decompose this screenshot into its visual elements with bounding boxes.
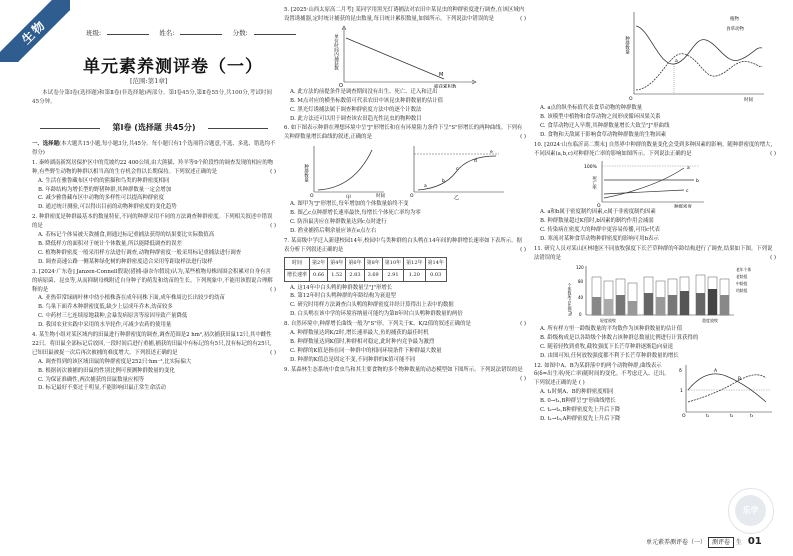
part-rule-left [40,128,100,129]
figure-q11-ytick: 120 [576,264,584,270]
figure-q10-graph [534,158,774,208]
figure-q10-curve-a: a [687,166,690,172]
option-a: A. a和b属于密度制约因素,c属于非密度制约因素 [540,209,656,216]
footer-kind: 测评卷 [708,537,734,548]
answer-paren: ( ) [270,223,276,230]
table-header-cell: 时间 [285,257,310,269]
option-c: C. 传染病在密度大的种群中更容易传播,可用c代表 [540,227,660,234]
figure-q11-xlabel-right: 重度放牧 [702,317,718,323]
figure-q12-ylabel: δ [679,368,682,374]
option-a: A. a点的纵坐标值代表食草动物的种群数量 [540,105,643,111]
question-stem: 6. 如下图表示种群在理想环境中呈"J"形增长和在有环境阻力条件下呈"S"形增长的两种曲线。下列有关种群数量增长曲线的叙述,正确的是 [284,125,523,141]
score-label: 分数: [232,29,248,37]
question-9 [284,366,526,382]
figure-q9-origin: O [629,97,633,102]
option-d: D. 种群的K值总是固定不变,不同种群的K值可能不同 [290,356,416,363]
table-row [285,257,447,269]
page-footer [646,536,786,550]
page-title: 单元素养测评卷（一） [83,57,263,77]
class-blank [107,29,149,35]
figure-q11 [534,263,776,325]
option-d: D. 通过统计测验,可以得出目前的动物种群密度的变化趋势 [38,204,177,211]
option-a: A. 生活在雅鲁藏布区中的的熊猫和鸟类的种群密度相同 [38,177,170,184]
option-d: D. 我国农业实践中采用的水旱轮作,可减少农药的使用量 [38,322,172,329]
table-cell: 1.20 [404,269,425,281]
question-stem: 9. 某森林生态系统中食虫鸟和其主要食物的多个物种数量的动态模型如下图所示。下列说法错误的是 [284,366,523,373]
option-b: B. 第12年时白头鹎种群的年龄结构为衰退型 [290,293,396,300]
option-a: A. 所有样方里一龄级数量的平均数作为该种群数量的估计值 [540,325,683,332]
option-d: D. 寒流对某种食草动物种群密度的影响可用b表示 [540,236,659,243]
option-d: D. 白头鹎在该中学的环境容纳量可能约为第8年时白头鹎种群数量的两倍 [290,311,463,318]
table-cell: 第12年 [404,257,425,269]
option-b: B. 种群数量超过K值时,b因素的制约作用会减弱 [540,218,654,225]
figure-q6-origin-right: O [410,194,414,200]
figure-q9-xlabel: 时间 [744,98,753,102]
option-b: B. 龄级构成是以各龄级个体数占该种群总数量比例进行计算获得的 [540,334,699,341]
figure-q5-graph [284,24,524,88]
column-1 [32,140,276,394]
option-a: A. 种群数量达到K/2时,增长速率最大,鱼的捕获的最佳时机 [290,330,429,337]
student-info-line [86,28,304,37]
table-cell: 1.52 [328,269,346,281]
option-a: A. 若标记个体易被天敌捕食,则通过标记重捕法获得的结果要比实际数值高 [38,232,215,239]
figure-q9-graph [534,6,774,102]
question-10 [534,141,776,244]
figure-q9-legend-herbivore: 食草动物 [726,27,744,32]
figure-q9-legend-plant: 植物 [730,17,739,22]
column-3 [534,6,776,425]
option-c: C. 食草动物迁入早期,其种群数量增长大致呈"J"形曲线 [540,122,670,129]
figure-q6 [284,142,526,200]
table-cell: 第14年 [425,257,446,269]
figure-q12-curve-a: A [714,368,718,374]
figure-q11-legend-item: 中龄组 [736,280,748,286]
question-3 [32,268,276,330]
option-d: D. 食物和天敌属于影响食草动物种群数量的生物因素 [540,131,667,138]
question-2 [32,213,276,266]
name-label: 姓名: [159,29,175,37]
answer-paren: ( ) [770,150,776,157]
table-cell: 0.66 [310,269,328,281]
part-rule-right [208,128,268,129]
option-d: D. 此方法还可以用于调查该农田趋光性昆虫的物种数目 [290,115,422,122]
figure-q12-origin: O [682,413,686,418]
figure-q5 [284,24,526,88]
figure-q5-origin: O [339,82,343,88]
footer-label: 单元素养测评卷（一） [646,539,707,546]
table-row [285,269,447,281]
question-stem: 4. 某生物小组对某区域内的田鼠进行种群密度的调查,调查范围是2 hm²,初次捕获田鼠12只,其中雌性22只。将田鼠全部标记后放回,一段时间后进行重捕,捕获的田鼠中有标记的有5只,没有标记的有25只,已知田鼠被捉一次后再次被捕的难度增大。下列叙述正确的是 [32,332,272,356]
table-cell: 第10年 [382,257,403,269]
figure-q11-ytick: 0 [579,311,582,317]
figure-q12 [676,362,776,418]
question-5 [284,6,526,123]
figure-q11-legend-item: 老龄组 [736,273,748,279]
question-12 [534,362,776,424]
growth-rate-table [284,257,447,282]
option-c: C. 种群的K值是指在同一种群中的相同环境条件下种群最大数量 [290,347,442,354]
question-stem: 7. 某高级中学迁入新建校园14年,校园中鸟类种群的白头鹎在14年间的种群增长速率如下表所示。据表分析下列叙述正确的是 [284,237,522,253]
option-a: A. 此方法的前提条件是调查期间没有出生、死亡、迁入和迁出 [290,88,438,95]
question-1 [32,159,276,212]
figure-q6-point-c: c [456,167,459,173]
figure-q12-baseline: 1 [680,388,683,394]
figure-q6-tag-left: 甲 [346,195,352,201]
question-9-options [534,104,776,140]
figure-q12-graph [676,362,776,418]
figure-q11-graph [534,263,774,325]
exam-intro: 本试卷分第Ⅰ卷(选择题)和第Ⅱ卷(非选择题)两部分。第Ⅰ卷45分,第Ⅱ卷55分,共100分,考试时间45分钟。 [32,90,273,105]
option-c: C. 减少雅鲁藏布区中动物的多样性可以提高种群密度 [38,195,164,202]
figure-q6-ylabel: 种群数量 [303,164,309,183]
option-c: C. 黑光灯诱捕法属于调查种群密度方法中的逐个计数法 [290,106,422,113]
footer-subject: 生 [735,539,742,546]
answer-paren: ( ) [578,380,585,387]
question-stem: 3. [2024·广东卷] Janzen-Connell假说(猎捕-康奈尔假说)认为,某些植物母株周围会积累对自身有害的病原菌、昆虫等,从而抑制母株附近自身种子的萌发和幼苗的生长。下列现象中,不能用该假说合理解释的是 [32,268,273,293]
figure-q10-curve-b: b [696,179,699,185]
option-c: C. 为保证准确性,两次捕获的田鼠数量应相等 [38,376,145,383]
section-desc: (本大题共15小题,每小题3分,共45分。每小题只有1个选项符合题意,不选、多选、错选均不得分) [32,141,276,156]
figure-q6-point-d: d [474,159,477,165]
table-cell: 第2年 [310,257,328,269]
option-c: C. t₂→t₃,B种群密度先上升后下降 [540,407,621,414]
option-c: C. 随着轻牧到重牧,截牧强度下长芒草种群逐渐趋向衰退 [540,343,674,350]
option-c: C. 研究时用样方法调查白头鹎的种群密度并经计算得出上表中的数据 [290,302,454,309]
figure-q9 [534,6,776,102]
table-cell: 0.03 [425,269,446,281]
option-b: B. 鸟巢下面乔木种群密度低,缺少上层成年乔木,幼苗较多 [38,304,173,311]
watermark-stamp [728,488,774,534]
question-stem: 8. 自然环境中,种群增长曲线一般为"S"形。下列关于K、K/2值的叙述正确的是 [284,321,471,328]
figure-q11-ytick: 40 [578,294,584,300]
table-cell: 2.91 [382,269,403,281]
option-b: B. 图乙c点种群增长速率最快,每增长个体死亡率均为零 [290,210,421,217]
figure-q6-xlabel: 时间 [376,194,385,200]
option-b: B. M点对应的横坐标数值可代表农田中该昆虫种群数量的估计值 [290,97,444,104]
table-cell: 第6年 [346,257,364,269]
subject-label: 生物 [0,0,70,62]
answer-paren: ( ) [270,349,276,356]
table-header-cell: 增长速率 [285,269,310,281]
option-c: C. 防治鼠害应在种群数量达到c点时进行 [290,219,387,226]
option-b: B. 0→t₁,B种群呈"J"形曲线增长 [540,398,616,405]
option-a: A. t₁时刻A、B的种群密度相同 [540,389,614,396]
figure-q5-point-label: M [439,71,444,78]
question-stem: 10. [2024·山东临沂高二期末] 自然界中种群的数量变化会受到多种因素的影响。随种群密度的增大,不同因素(a,b,c)对种群死亡率的影响如图所示。下列说法正确的是 [534,141,773,157]
question-stem: 2. 种群密度是种群最基本的数量特征,不同的种群采用不同的方法调查种群密度。下列相关叙述中错误的是 [32,214,273,230]
option-a: A. 调查得到的该区域田鼠的种群密度是252只·hm⁻²,比实际偏大 [38,358,192,365]
watermark-text: 乐学 [735,495,766,526]
figure-q10-origin: O [597,204,601,209]
figure-q12-tick-t1: t₁ [706,412,710,418]
option-d: D. 渔业捕捞后剩余量应该在e点左右 [290,227,377,234]
answer-paren: ( ) [520,15,526,22]
option-b: B. 种群数量达到K值时,种群相对稳定,此时种内竞争最为激烈 [290,338,435,345]
option-d: D. 标记最好不要过于明显,不能影响田鼠正常生命活动 [38,385,166,392]
table-cell: 2.83 [346,269,364,281]
answer-paren: ( ) [520,246,526,253]
figure-q5-ylabel: 单位时间内捕获数 [333,33,339,70]
table-cell: 3.69 [364,269,382,281]
option-a: A. 图甲为"J"形增长,每年增加的个体数量始终不变 [290,201,409,208]
question-6 [284,124,526,235]
figure-q11-ylabel: 个体数所占比例/% [567,282,573,317]
question-stem: 11. 研究人员对某山区林地区不同放牧强度下长芒草种群的年龄结构进行了调查,结果如下图。下列说法错误的是 [534,246,773,261]
answer-paren: ( ) [520,134,526,141]
answer-paren: ( ) [520,321,526,328]
option-a: A. 亚热带常绿阔叶林中幼小植株落在成年同株下面,成年株周边长出较少的幼苗 [38,295,225,302]
figure-q6-point-a: a [424,184,427,190]
question-7 [284,237,526,319]
figure-q12-tick-t3: t₃ [750,412,754,418]
question-8 [284,320,526,365]
figure-q5-xlabel: 捕获累积数 [434,84,457,88]
figure-q12-tick-t2: t₂ [730,412,734,418]
figure-q6-point-b: b [442,179,445,185]
figure-q12-curve-b: B [738,376,742,382]
figure-q10-xlabel: 种群密度 [674,205,692,209]
page-number: 01 [747,536,762,547]
figure-q10-curve-c: c [686,189,689,195]
question-4 [32,331,276,393]
figure-q9-ylabel: 种群数量 [624,36,630,54]
figure-q6-point-e: e [490,150,493,156]
subject-corner-tab [0,0,70,62]
figure-q9-point: a [675,59,678,64]
option-b: B. 年龄结构为增长型的野猪种群,其种群数量一定会增加 [38,186,172,193]
option-c: C. 中药材三七连续原地栽种,会暴发病原害等原因导致产量降低 [38,313,188,320]
section-title: 一、选择题 [32,141,59,147]
figure-q6-tag-right: 乙 [454,195,460,201]
figure-q11-legend-item: 幼龄组 [736,287,748,293]
option-c: C. 植物种群密度一般采用样方法进行调查,动物种群密度一般采用标记重捕法进行调查 [38,249,242,256]
name-blank [180,29,222,35]
figure-q6-origin-left: O [310,194,314,200]
table-cell: 第8年 [364,257,382,269]
figure-q11-legend-item: 老年个体 [736,266,752,272]
section-intro [32,140,276,158]
part-title: 第Ⅰ卷 (选择题 共45分) [112,123,196,132]
part-heading [32,122,276,133]
answer-paren: ( ) [520,375,526,382]
figure-q6-graph [284,142,524,200]
question-stem: 1. 秦岭湖南新窝居保护区中的荒坡约22 400公顷,由大熊猫、羚羊等9个阶段性的调查发现的相应的物种,有些野生动物的种群以相当高的生存机会得以长期保持。下列叙述正确的是 [32,159,274,175]
figure-q10-ylabel: 死亡率 [591,176,597,190]
option-d: D. t₁→t₃,A种群密度先上升后下降 [540,415,621,422]
question-stem: 12. 如图中A、B为某群落中的两个动物种群,曲线表示δ(δ=出生率/死亡率)随时间的变化。不考虑迁入、迁出。下列叙述正确的是 [534,362,670,387]
answer-paren: ( ) [770,254,776,261]
question-11 [534,245,776,360]
answer-paren: ( ) [270,286,276,293]
figure-q10 [534,158,776,208]
option-a: A. 这14年中白头鹎的种群数量呈"J"形增长 [290,284,393,291]
option-d: D. 调查高速公路一侧某种绿化树的种群密度适合采用等距取样法进行取样 [38,258,213,265]
column-2 [284,6,526,383]
figure-q11-ytick: 80 [578,278,584,284]
table-cell: 第4年 [328,257,346,269]
page-subtitle: [范围:第1章] [130,77,168,85]
figure-q11-bars [592,275,729,315]
option-b: B. 根据初次被捕的田鼠的性别比例可预测种群数量的变化 [38,367,175,374]
option-b: B. 该模型中植物和食草动物之间形成循环因果关系 [540,113,661,120]
option-b: B. 降低样方的面积对于统计个体数量,所以能降低调查的误差 [38,240,182,247]
question-stem: 5. [2025·山西太原高二月考] 某同学用黑光灯诱捕法对农田中某昆虫的种群密度进行调查,在该区域内设置诱捕器,定时统计捕获的昆虫数量,每日统计累积数量,如图所示。下列说法中错误的是 [284,7,525,22]
figure-q10-ymax: 100% [584,165,597,171]
option-d: D. 由图可知,任何放牧强度都不利于长芒草种群数量的增长 [540,352,679,359]
figure-q11-xlabel-left: 轻度放牧 [600,317,616,323]
class-label: 班级: [86,29,102,37]
answer-paren: ( ) [270,168,276,175]
